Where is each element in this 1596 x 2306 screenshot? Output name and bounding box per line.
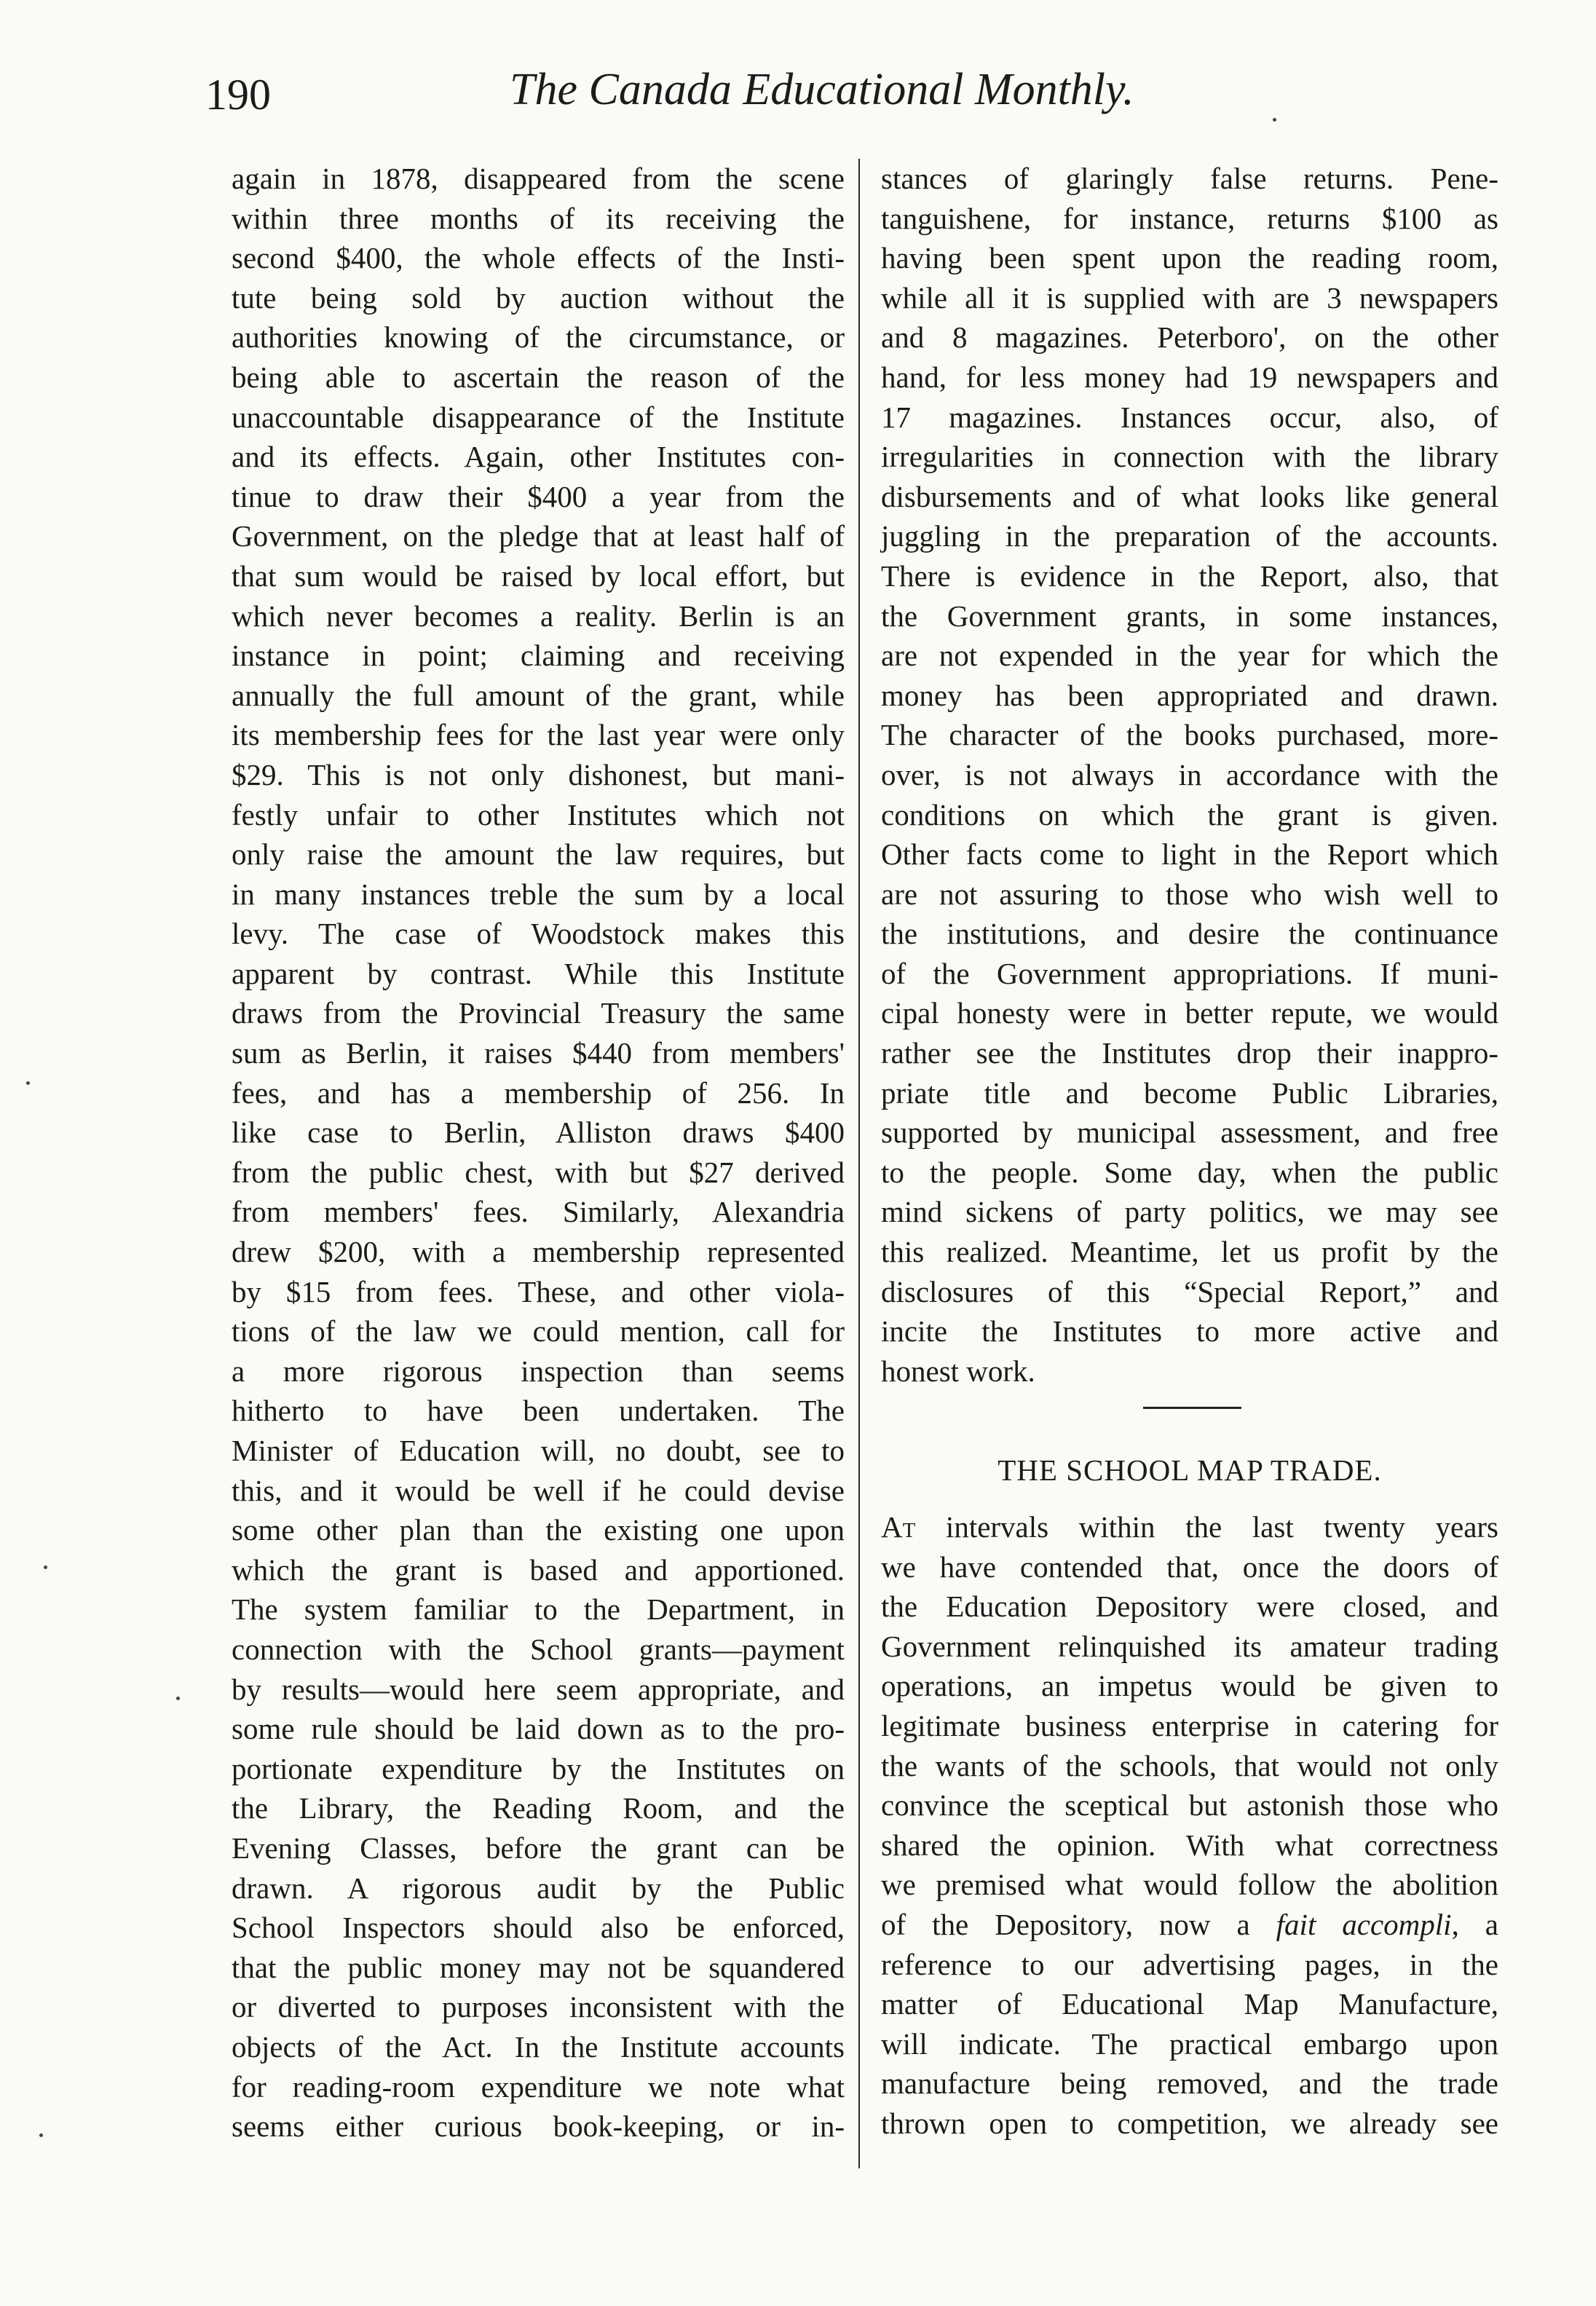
- text-line: annually the full amount of the grant, while: [232, 678, 845, 712]
- text-line: juggling in the preparation of the accounts.: [881, 519, 1498, 553]
- first-line-text: intervals within the last twenty years: [915, 1510, 1498, 1544]
- text-line: like case to Berlin, Alliston draws $400: [232, 1116, 845, 1150]
- text-line: mind sickens of party politics, we may see: [881, 1195, 1498, 1229]
- text-line: the Education Depository were closed, and: [881, 1590, 1498, 1624]
- text-line: convince the sceptical but astonish those who: [881, 1788, 1498, 1823]
- text-line: while all it is supplied with are 3 newspapers: [881, 280, 1498, 315]
- text-line: only raise the amount the law requires, but: [232, 837, 845, 872]
- text-line: honest work.: [881, 1354, 1035, 1388]
- text-line: reference to our advertising pages, in the: [881, 1947, 1498, 1981]
- paper-fleck: [44, 1565, 47, 1569]
- text-line: matter of Educational Map Manufacture,: [881, 1987, 1498, 2021]
- text-line: stances of glaringly false returns. Pene-: [881, 162, 1498, 195]
- paper-fleck: [1273, 118, 1276, 122]
- text-line: from members' fees. Similarly, Alexandria: [232, 1195, 845, 1229]
- text-line: conditions on which the grant is given.: [881, 797, 1498, 832]
- text-line: the Government grants, in some instances,: [881, 599, 1498, 633]
- text-line: disbursements and of what looks like general: [881, 479, 1498, 513]
- text-line: authorities knowing of the circumstance, or: [232, 320, 845, 355]
- text-line: or diverted to purposes inconsistent with the: [232, 1990, 845, 2024]
- text-line: this, and it would be well if he could devise: [232, 1473, 845, 1507]
- text-line: instance in point; claiming and receiving: [232, 639, 845, 673]
- text-line: we have contended that, once the doors of: [881, 1549, 1498, 1584]
- section-heading: THE SCHOOL MAP TRADE.: [998, 1453, 1382, 1487]
- text-line: unaccountable disappearance of the Institute: [232, 400, 845, 434]
- text-line: over, is not always in accordance with the: [881, 757, 1498, 791]
- text-line: festly unfair to other Institutes which not: [232, 797, 845, 832]
- text-line: to the people. Some day, when the public: [881, 1155, 1498, 1189]
- text-line: tions of the law we could mention, call for: [232, 1314, 845, 1349]
- text-line: tinue to draw their $400 a year from the: [232, 479, 845, 513]
- text-line: the Library, the Reading Room, and the: [232, 1791, 845, 1825]
- text-line: objects of the Act. In the Institute accounts: [232, 2029, 845, 2064]
- text-line: The character of the books purchased, more-: [881, 718, 1498, 752]
- text-line: within three months of its receiving the: [232, 201, 845, 235]
- text-line: Government, on the pledge that at least half of: [232, 519, 845, 553]
- text-line: and its effects. Again, other Institutes con-: [232, 440, 845, 474]
- text-line: in many instances treble the sum by a local: [232, 877, 845, 911]
- text-line: from the public chest, with but $27 derived: [232, 1155, 845, 1189]
- page-number: 190: [205, 71, 271, 119]
- text-line: School Inspectors should also be enforced,: [232, 1911, 845, 1945]
- text-line: disclosures of this “Special Report,” and: [881, 1274, 1498, 1308]
- paper-fleck: [26, 1081, 30, 1085]
- text-line: seems either curious book-keeping, or in-: [232, 2109, 845, 2144]
- text-line: hand, for less money had 19 newspapers and: [881, 360, 1498, 394]
- line-text: of the Depository, now a: [881, 1907, 1276, 1941]
- text-line: are not expended in the year for which the: [881, 639, 1498, 673]
- text-line: which never becomes a reality. Berlin is an: [232, 599, 845, 633]
- body-line: [881, 1507, 1498, 1547]
- text-line: Other facts come to light in the Report which: [881, 837, 1498, 872]
- text-line: irregularities in connection with the library: [881, 440, 1498, 474]
- text-line: by results—would here seem appropriate, and: [232, 1672, 845, 1706]
- text-line: The system familiar to the Department, in: [232, 1592, 845, 1627]
- text-line: Government relinquished its amateur trading: [881, 1629, 1498, 1663]
- text-line: the institutions, and desire the continuance: [881, 917, 1498, 951]
- right-column: [881, 159, 1498, 1391]
- text-line: cipal honesty were in better repute, we would: [881, 996, 1498, 1030]
- text-line: manufacture being removed, and the trade: [881, 2066, 1498, 2101]
- text-line: incite the Institutes to more active and: [881, 1314, 1498, 1349]
- text-line: drawn. A rigorous audit by the Public: [232, 1871, 845, 1905]
- text-line: and 8 magazines. Peterboro', on the other: [881, 320, 1498, 355]
- text-line: being able to ascertain the reason of the: [232, 360, 845, 394]
- text-line: priate title and become Public Libraries,: [881, 1075, 1498, 1110]
- text-line: second $400, the whole effects of the Insti-: [232, 241, 845, 275]
- text-line: Minister of Education will, no doubt, see to: [232, 1434, 845, 1467]
- text-line: drew $200, with a membership represented: [232, 1235, 845, 1269]
- text-line: levy. The case of Woodstock makes this: [232, 917, 845, 951]
- text-line: fees, and has a membership of 256. In: [232, 1075, 845, 1110]
- body-line: [881, 1905, 1498, 1945]
- text-line: shared the opinion. With what correctness: [881, 1828, 1498, 1862]
- text-line: connection with the School grants—payment: [232, 1632, 845, 1666]
- text-line: draws from the Provincial Treasury the same: [232, 996, 845, 1030]
- running-title: The Canada Educational Monthly.: [510, 65, 1134, 114]
- text-line: the wants of the schools, that would not only: [881, 1748, 1498, 1782]
- paper-fleck: [176, 1697, 180, 1700]
- text-line: which the grant is based and apportioned.: [232, 1552, 845, 1587]
- text-line: There is evidence in the Report, also, that: [881, 558, 1498, 593]
- text-line: that the public money may not be squandered: [232, 1950, 845, 1984]
- text-line: having been spent upon the reading room,: [881, 241, 1498, 275]
- paper-fleck: [39, 2133, 43, 2137]
- italic-phrase: fait accompli: [1276, 1907, 1452, 1941]
- section-body: [881, 1507, 1498, 2144]
- text-line: thrown open to competition, we already see: [881, 2106, 1498, 2140]
- text-line: rather see the Institutes drop their inappro-: [881, 1036, 1498, 1070]
- text-line: supported by municipal assessment, and free: [881, 1116, 1498, 1150]
- drop-lead: At: [881, 1510, 916, 1544]
- text-line: legitimate business enterprise in catering for: [881, 1708, 1498, 1742]
- text-line: 17 magazines. Instances occur, also, of: [881, 400, 1498, 434]
- text-line: $29. This is not only dishonest, but mani-: [232, 757, 845, 791]
- left-column: [232, 159, 845, 2147]
- text-line: apparent by contrast. While this Institute: [232, 956, 845, 990]
- text-line: for reading-room expenditure we note what: [232, 2069, 845, 2104]
- text-line: that sum would be raised by local effort, but: [232, 558, 845, 593]
- text-line: are not assuring to those who wish well to: [881, 877, 1498, 911]
- section-rule: [1143, 1407, 1241, 1409]
- text-line: we premised what would follow the abolition: [881, 1868, 1498, 1902]
- text-line: Evening Classes, before the grant can be: [232, 1831, 845, 1865]
- text-line: hitherto to have been undertaken. The: [232, 1394, 845, 1428]
- text-line: tanguishene, for instance, returns $100 as: [881, 201, 1498, 235]
- text-line: sum as Berlin, it raises $440 from members': [232, 1036, 845, 1070]
- text-line: some other plan than the existing one upon: [232, 1513, 845, 1547]
- text-line: will indicate. The practical embargo upon: [881, 2026, 1498, 2061]
- text-line: by $15 from fees. These, and other viola-: [232, 1274, 845, 1308]
- text-line: its membership fees for the last year were only: [232, 718, 845, 752]
- text-line: operations, an impetus would be given to: [881, 1669, 1498, 1703]
- text-line: money has been appropriated and drawn.: [881, 678, 1498, 712]
- text-line: a more rigorous inspection than seems: [232, 1354, 845, 1388]
- line-text: , a: [1451, 1907, 1499, 1941]
- column-divider: [858, 159, 860, 2168]
- text-line: portionate expenditure by the Institutes on: [232, 1751, 845, 1785]
- text-line: tute being sold by auction without the: [232, 280, 845, 315]
- text-line: this realized. Meantime, let us profit by the: [881, 1235, 1498, 1269]
- text-line: again in 1878, disappeared from the scene: [232, 162, 845, 195]
- text-line: of the Government appropriations. If muni-: [881, 956, 1498, 990]
- text-line: some rule should be laid down as to the pro-: [232, 1712, 845, 1746]
